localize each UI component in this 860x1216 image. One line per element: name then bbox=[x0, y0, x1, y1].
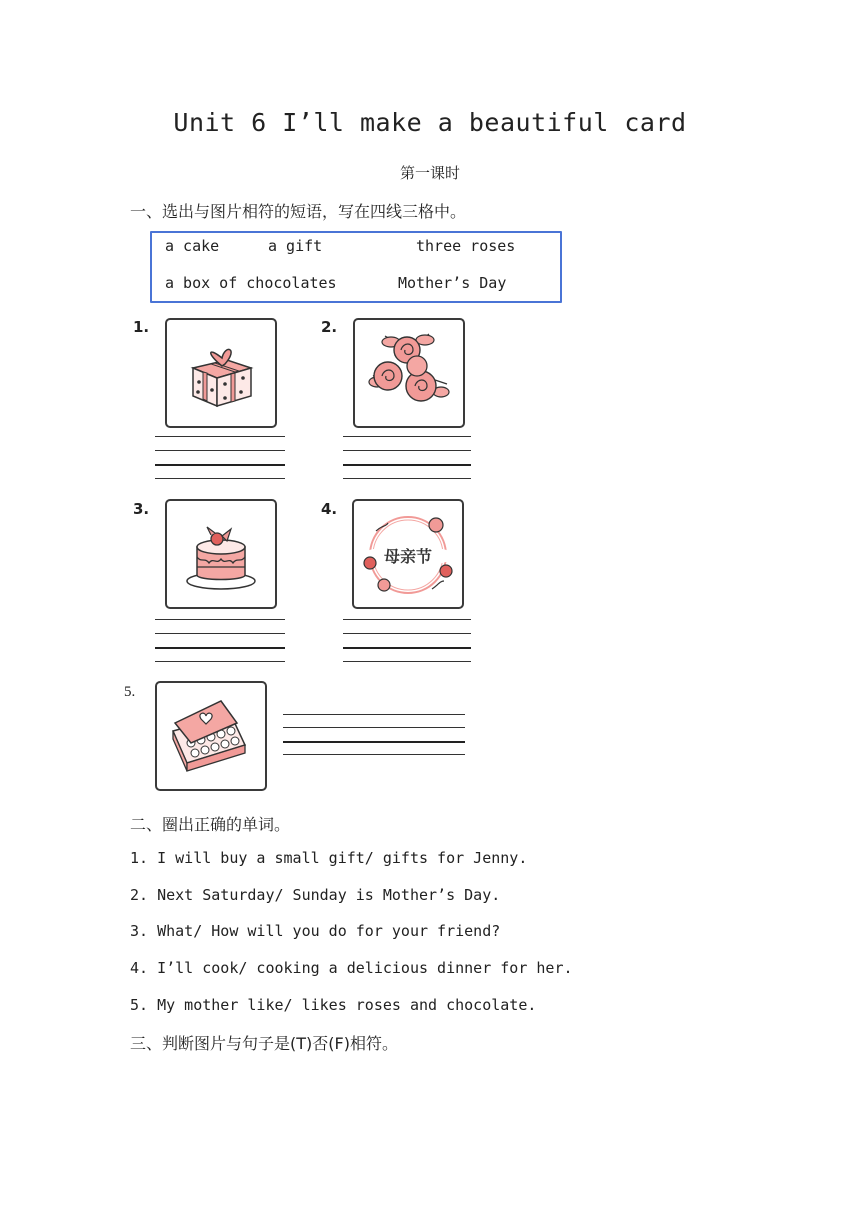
word-bank-item: Mother’s Day bbox=[398, 274, 507, 292]
picture-frame bbox=[353, 318, 465, 428]
section3-heading: 三、判断图片与句子是(T)否(F)相符。 bbox=[130, 1034, 398, 1053]
sentence-item: 5. My mother like/ likes roses and chocolate. bbox=[130, 996, 537, 1014]
item-number: 5. bbox=[124, 684, 136, 700]
word-bank-item: a cake bbox=[165, 237, 220, 255]
sentence-item: 2. Next Saturday/ Sunday is Mother’s Day. bbox=[130, 886, 501, 904]
four-line-grid bbox=[155, 619, 285, 663]
four-line-grid bbox=[155, 436, 285, 480]
item-number: 2. bbox=[321, 318, 338, 336]
item-number: 1. bbox=[133, 318, 150, 336]
section1-heading: 一、选出与图片相符的短语，写在四线三格中。 bbox=[130, 202, 467, 221]
wreath-label: 母亲节 bbox=[383, 547, 432, 566]
word-bank-item: a box of chocolates bbox=[165, 274, 337, 292]
cake-icon bbox=[167, 501, 275, 607]
item-number: 3. bbox=[133, 500, 150, 518]
four-line-grid bbox=[343, 436, 471, 480]
item-number: 4. bbox=[321, 500, 338, 518]
picture-frame bbox=[165, 318, 277, 428]
word-bank-item: a gift bbox=[268, 237, 323, 255]
roses-icon bbox=[355, 320, 463, 426]
picture-frame bbox=[352, 499, 464, 609]
gift-box-icon bbox=[167, 320, 275, 426]
section2-heading: 二、圈出正确的单词。 bbox=[130, 815, 291, 834]
picture-frame bbox=[155, 681, 267, 791]
picture-frame bbox=[165, 499, 277, 609]
sentence-item: 1. I will buy a small gift/ gifts for Jenny. bbox=[130, 849, 528, 867]
four-line-grid bbox=[343, 619, 471, 663]
four-line-grid bbox=[283, 714, 465, 756]
word-bank-item: three roses bbox=[416, 237, 516, 255]
sentence-item: 4. I’ll cook/ cooking a delicious dinner for her. bbox=[130, 959, 573, 977]
sentence-item: 3. What/ How will you do for your friend? bbox=[130, 922, 501, 940]
lesson-subtitle: 第一课时 bbox=[399, 164, 460, 182]
worksheet-title: Unit 6 I’ll make a beautiful card bbox=[173, 108, 687, 137]
chocolate-box-icon bbox=[157, 683, 265, 789]
